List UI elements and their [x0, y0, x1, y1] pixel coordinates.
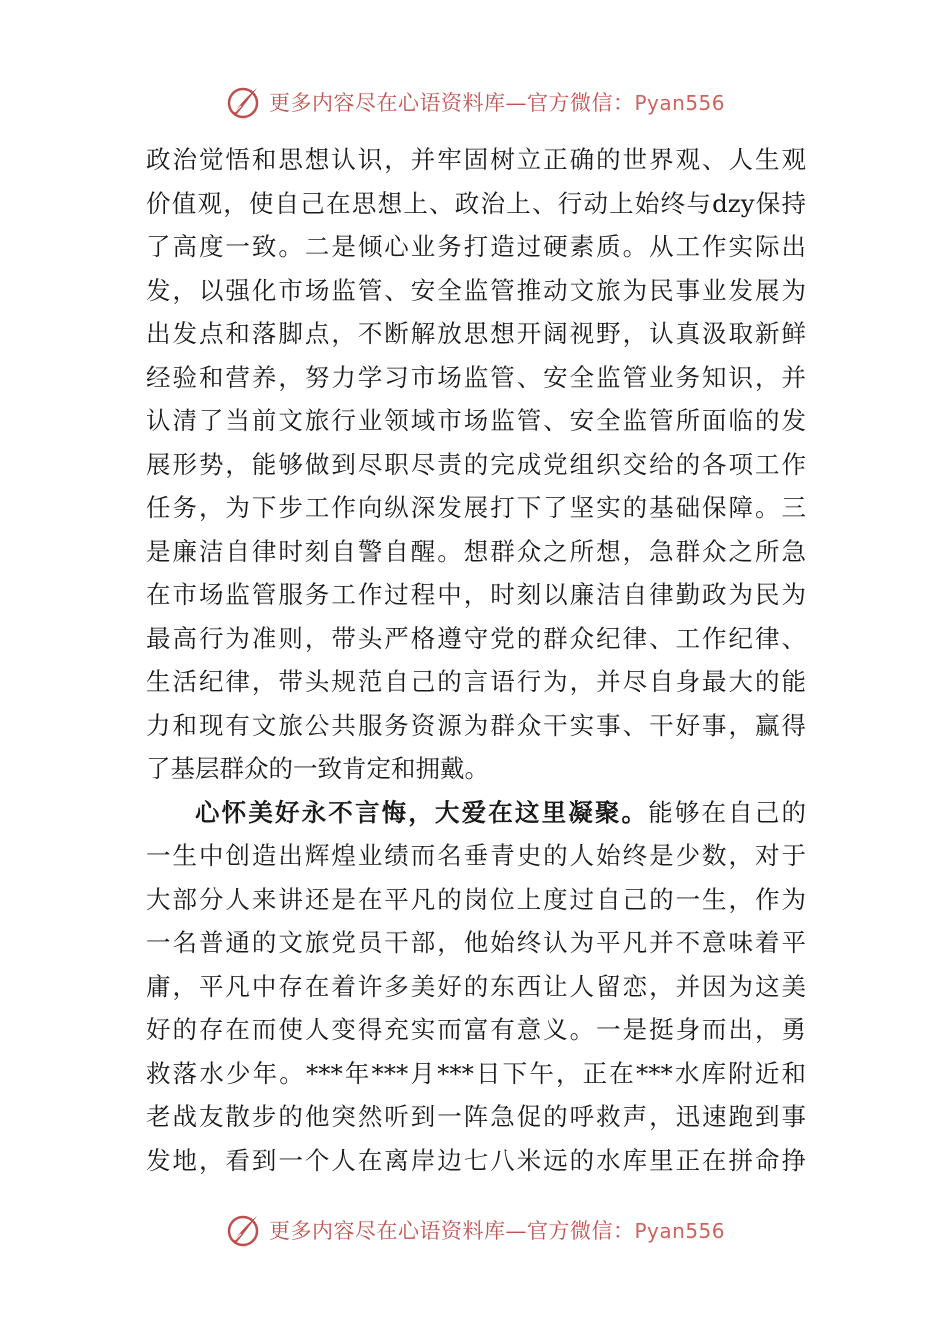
text-line: 价值观，使自己在思想上、政治上、行动上始终与dzy保持 — [146, 188, 806, 218]
footer-banner-text: 更多内容尽在心语资料库—官方微信：Pyan556 — [268, 1219, 725, 1243]
text-line: 老战友散步的他突然听到一阵急促的呼救声，迅速跑到事 — [146, 1102, 806, 1131]
text-line: 是廉洁自律时刻自警自醒。想群众之所想，急群众之所急 — [146, 536, 806, 566]
document-body — [146, 138, 806, 1182]
text-line: 生活纪律，带头规范自己的言语行为，并尽自身最大的能 — [146, 667, 806, 696]
footer-banner-handle: Pyan556 — [634, 1219, 725, 1243]
header-banner-text: 更多内容尽在心语资料库—官方微信：Pyan556 — [268, 91, 725, 115]
text-line: 发地，看到一个人在离岸边七八米远的水库里正在拼命挣 — [146, 1145, 806, 1175]
text-line: 一名普通的文旅党员干部，他始终认为平凡并不意味着平 — [146, 928, 806, 957]
header-banner — [0, 82, 950, 122]
text-line: 好的存在而使人变得充实而富有意义。一是挺身而出，勇 — [146, 1015, 806, 1044]
text-line: 展形势，能够做到尽职尽责的完成党组织交给的各项工作 — [146, 449, 806, 479]
footer-banner — [0, 1210, 950, 1250]
text-line: 一生中创造出辉煌业绩而名垂青史的人始终是少数，对于 — [146, 841, 806, 870]
text-line: 力和现有文旅公共服务资源为群众干实事、干好事，赢得 — [146, 710, 806, 740]
paragraph-heading: 心怀美好永不言悔，大爱在这里凝聚。 — [195, 797, 649, 827]
paragraph-heading-line — [146, 791, 806, 835]
quill-pen-logo-icon — [225, 1212, 261, 1248]
text-line: 最高行为准则，带头严格遵守党的群众纪律、工作纪律、 — [146, 623, 806, 653]
quill-pen-logo-icon — [225, 84, 261, 120]
paragraph-2 — [146, 791, 806, 1183]
text-line: 在市场监管服务工作过程中，时刻以廉洁自律勤政为民为 — [146, 580, 806, 609]
text-line: 认清了当前文旅行业领域市场监管、安全监管所面临的发 — [146, 406, 806, 435]
text-line: 了基层群众的一致肯定和拥戴。 — [146, 754, 489, 783]
header-banner-handle: Pyan556 — [634, 91, 725, 115]
text-line: 出发点和落脚点，不断解放思想开阔视野，认真汲取新鲜 — [146, 319, 806, 348]
text-line: 政治觉悟和思想认识，并牢固树立正确的世界观、人生观 — [146, 145, 806, 174]
text-line: 了高度一致。二是倾心业务打造过硬素质。从工作实际出 — [146, 232, 806, 261]
text-line: 庸，平凡中存在着许多美好的东西让人留恋，并因为这美 — [146, 971, 806, 1001]
text-line: 发，以强化市场监管、安全监管推动文旅为民事业发展为 — [146, 275, 806, 305]
text-line: 大部分人来讲还是在平凡的岗位上度过自己的一生，作为 — [146, 884, 806, 914]
paragraph-1 — [146, 138, 806, 791]
text-line: 任务，为下步工作向纵深发展打下了坚实的基础保障。三 — [146, 493, 806, 522]
text-line: 经验和营养，努力学习市场监管、安全监管业务知识，并 — [146, 362, 806, 392]
text-line: 救落水少年。***年***月***日下午，正在***水库附近和 — [146, 1058, 806, 1088]
text-run: 能够在自己的 — [648, 797, 806, 827]
